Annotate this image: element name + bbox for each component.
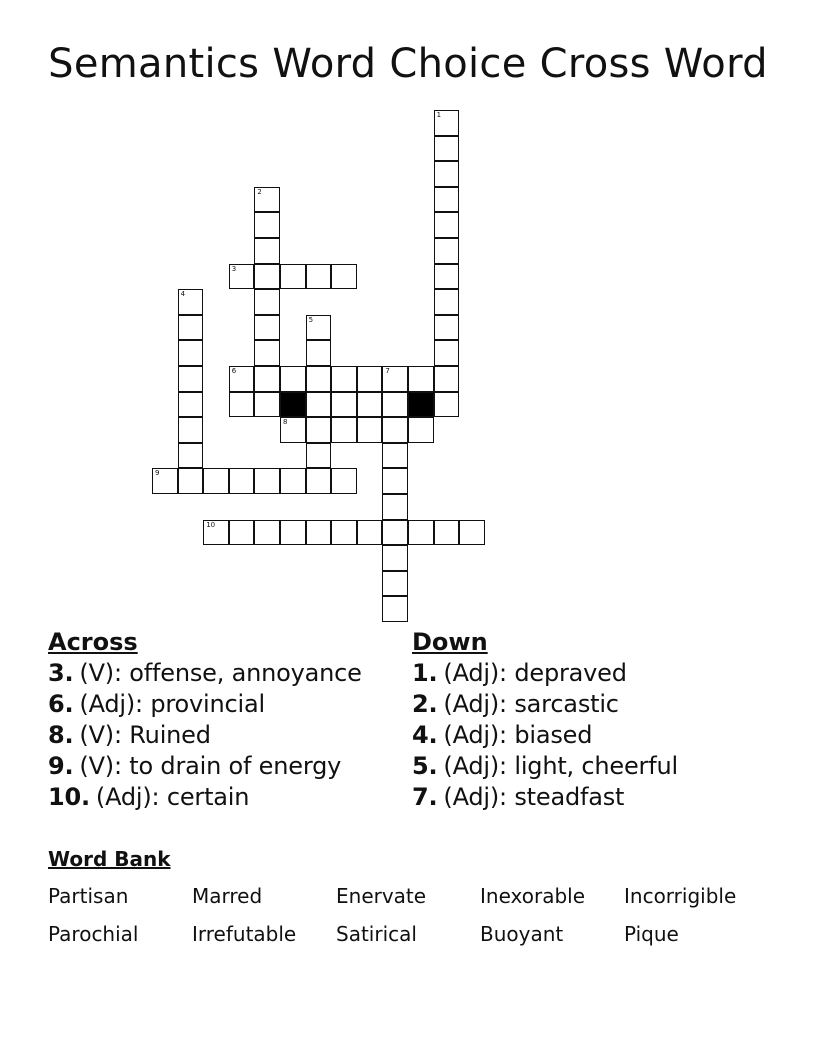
down-clue-4: [412, 720, 678, 751]
crossword-cell[interactable]: [331, 264, 357, 290]
word-bank-item: Inexorable: [480, 884, 586, 908]
crossword-cell[interactable]: [280, 366, 306, 392]
word-bank-item: Partisan: [48, 884, 129, 908]
crossword-cell[interactable]: [408, 366, 434, 392]
down-clue-2: [412, 689, 678, 720]
crossword-cell[interactable]: [254, 340, 280, 366]
clue-text: (V): to drain of energy: [79, 752, 342, 780]
crossword-cell[interactable]: [254, 468, 280, 494]
crossword-cell[interactable]: [382, 520, 408, 546]
crossword-cell[interactable]: [434, 315, 460, 341]
clue-text: (Adj): light, cheerful: [443, 752, 678, 780]
clue-number-label: 4: [180, 290, 186, 299]
clue-number: 2.: [412, 690, 438, 718]
crossword-cell[interactable]: [178, 468, 204, 494]
crossword-cell[interactable]: [254, 238, 280, 264]
word-bank-heading: Word Bank: [48, 847, 171, 871]
clue-number-label: 10: [206, 520, 216, 529]
crossword-cell[interactable]: [434, 187, 460, 213]
crossword-cell[interactable]: [331, 366, 357, 392]
crossword-cell[interactable]: [229, 366, 255, 392]
crossword-cell[interactable]: [306, 417, 332, 443]
crossword-cell[interactable]: [382, 417, 408, 443]
crossword-cell[interactable]: [434, 212, 460, 238]
across-heading: Across: [48, 628, 138, 656]
crossword-cell[interactable]: [382, 494, 408, 520]
crossword-cell[interactable]: [434, 238, 460, 264]
crossword-cell[interactable]: [331, 417, 357, 443]
crossword-cell[interactable]: [331, 468, 357, 494]
clue-text: (V): offense, annoyance: [79, 659, 362, 687]
crossword-cell[interactable]: [357, 520, 383, 546]
clue-number: 7.: [412, 783, 438, 811]
clue-number-label: 9: [155, 469, 160, 478]
crossword-cell[interactable]: [254, 315, 280, 341]
clue-number-label: 2: [257, 187, 262, 196]
clue-text: (Adj): sarcastic: [443, 690, 619, 718]
crossword-cell[interactable]: [434, 520, 460, 546]
across-clue-3: [48, 658, 362, 689]
crossword-cell[interactable]: [459, 520, 485, 546]
crossword-cell[interactable]: [408, 520, 434, 546]
crossword-cell[interactable]: [306, 520, 332, 546]
crossword-cell[interactable]: [434, 110, 460, 136]
across-clue-9: [48, 751, 362, 782]
page-title: Semantics Word Choice Cross Word: [48, 41, 768, 87]
crossword-cell[interactable]: [408, 417, 434, 443]
clue-text: (Adj): provincial: [79, 690, 265, 718]
clue-number-label: 6: [231, 367, 237, 375]
crossword-cell[interactable]: [280, 417, 306, 443]
clue-text: (Adj): certain: [95, 783, 250, 811]
across-clues: [48, 626, 362, 813]
crossword-cell[interactable]: [152, 468, 178, 494]
word-bank-item: Irrefutable: [192, 922, 297, 946]
word-bank-item: Marred: [192, 884, 263, 908]
crossword-cell[interactable]: [254, 212, 280, 238]
crossword-block-cell: [280, 392, 306, 418]
crossword-cell[interactable]: [434, 136, 460, 162]
crossword-cell[interactable]: [357, 417, 383, 443]
across-clue-10: [48, 782, 362, 813]
clue-number: 1.: [412, 659, 438, 687]
crossword-cell[interactable]: [434, 161, 460, 187]
crossword-cell[interactable]: [178, 417, 204, 443]
word-bank-item: Parochial: [48, 922, 139, 946]
crossword-cell[interactable]: [357, 366, 383, 392]
crossword-cell[interactable]: [254, 264, 280, 290]
across-clue-8: [48, 720, 362, 751]
clue-number: 4.: [412, 721, 438, 749]
crossword-cell[interactable]: [306, 264, 332, 290]
crossword-cell[interactable]: [306, 468, 332, 494]
crossword-cell[interactable]: [229, 468, 255, 494]
crossword-cell[interactable]: [331, 392, 357, 418]
crossword-cell[interactable]: [434, 366, 460, 392]
clue-number-label: 8: [283, 418, 288, 427]
crossword-cell[interactable]: [382, 545, 408, 571]
crossword-cell[interactable]: [306, 392, 332, 418]
crossword-cell[interactable]: [254, 520, 280, 546]
crossword-cell[interactable]: [306, 315, 332, 341]
crossword-cell[interactable]: [357, 392, 383, 418]
clue-number: 8.: [48, 721, 74, 749]
word-bank-item: Buoyant: [480, 922, 564, 946]
crossword-cell[interactable]: [280, 468, 306, 494]
crossword-cell[interactable]: [382, 571, 408, 597]
crossword-block-cell: [408, 392, 434, 418]
clue-text: (Adj): depraved: [443, 659, 627, 687]
crossword-cell[interactable]: [434, 340, 460, 366]
crossword-cell[interactable]: [331, 520, 357, 546]
crossword-cell[interactable]: [178, 315, 204, 341]
clue-number: 5.: [412, 752, 438, 780]
clue-number: 6.: [48, 690, 74, 718]
down-heading: Down: [412, 628, 488, 656]
across-clue-6: [48, 689, 362, 720]
crossword-cell[interactable]: [178, 443, 204, 469]
crossword-cell[interactable]: [203, 468, 229, 494]
crossword-cell[interactable]: [178, 392, 204, 418]
clue-number-label: 1: [436, 111, 442, 119]
crossword-cell[interactable]: [229, 392, 255, 418]
clue-text: (Adj): biased: [443, 721, 593, 749]
crossword-cell[interactable]: [382, 596, 408, 622]
word-bank-item: Pique: [624, 922, 679, 946]
crossword-cell[interactable]: [382, 366, 408, 392]
clue-number-label: 3: [231, 264, 237, 273]
clue-text: (V): Ruined: [79, 721, 211, 749]
crossword-cell[interactable]: [229, 264, 255, 290]
clue-text: (Adj): steadfast: [443, 783, 625, 811]
crossword-cell[interactable]: [382, 392, 408, 418]
clue-number: 3.: [48, 659, 74, 687]
crossword-cell[interactable]: [306, 366, 332, 392]
crossword-cell[interactable]: [229, 520, 255, 546]
crossword-cell[interactable]: [434, 289, 460, 315]
down-clue-1: [412, 658, 678, 689]
crossword-cell[interactable]: [382, 468, 408, 494]
crossword-cell[interactable]: [254, 187, 280, 213]
crossword-cell[interactable]: [280, 520, 306, 546]
clue-number-label: 5: [308, 315, 314, 324]
crossword-cell[interactable]: [254, 366, 280, 392]
crossword-cell[interactable]: [434, 392, 460, 418]
crossword-cell[interactable]: [254, 289, 280, 315]
crossword-cell[interactable]: [382, 443, 408, 469]
crossword-cell[interactable]: [178, 289, 204, 315]
word-bank-item: Satirical: [336, 922, 417, 946]
crossword-cell[interactable]: [306, 340, 332, 366]
crossword-cell[interactable]: [306, 443, 332, 469]
crossword-cell[interactable]: [254, 392, 280, 418]
down-clues: [412, 626, 678, 813]
word-bank-item: Enervate: [336, 884, 427, 908]
down-clue-5: [412, 751, 678, 782]
clue-number: 9.: [48, 752, 74, 780]
crossword-cell[interactable]: [203, 520, 229, 546]
crossword-cell[interactable]: [178, 340, 204, 366]
clue-number-label: 7: [385, 367, 390, 375]
down-clue-7: [412, 782, 678, 813]
crossword-cell[interactable]: [280, 264, 306, 290]
crossword-cell[interactable]: [178, 366, 204, 392]
crossword-cell[interactable]: [434, 264, 460, 290]
word-bank-item: Incorrigible: [624, 884, 737, 908]
clue-number: 10.: [48, 783, 90, 811]
